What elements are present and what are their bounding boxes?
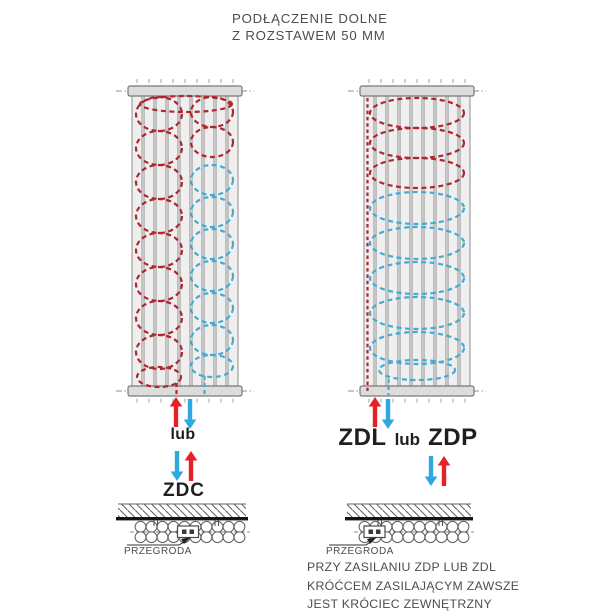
footnote-line2: KRÓĆCEM ZASILAJĄCYM ZAWSZE: [307, 578, 520, 593]
right-model-label-zdp: ZDP: [428, 424, 478, 451]
right-partition-label: PRZEGRODA: [326, 546, 394, 557]
left-model-label-zdc: ZDC: [162, 480, 206, 501]
right-alt-supply-arrow: [438, 456, 451, 486]
left-alt-supply-arrow: [185, 451, 198, 481]
right-supply-arrow: [369, 397, 382, 427]
right-alt-return-arrow: [425, 456, 438, 486]
footnote-line1: PRZY ZASILANIU ZDP LUB ZDL: [307, 560, 497, 574]
left-alt-return-arrow: [171, 451, 184, 481]
left-collector: [130, 521, 250, 543]
footnote: [307, 558, 519, 614]
left-or-label: lub: [170, 426, 196, 443]
left-partition-label: PRZEGRODA: [124, 546, 192, 557]
left-return-arrow: [184, 399, 197, 429]
right-ceiling-section: [345, 504, 473, 520]
page-title-line1: PODŁĄCZENIE DOLNE: [232, 11, 388, 26]
footnote-line3: JEST KRÓCIEC ZEWNĘTRZNY: [307, 597, 492, 611]
right-model-label-zdl: ZDL: [338, 424, 387, 451]
right-collector-partition: [364, 526, 385, 538]
left-supply-arrow: [170, 397, 183, 427]
page-title: [232, 11, 388, 44]
left-collector-partition: [178, 526, 199, 538]
left-ceiling-section: [116, 504, 248, 520]
right-model-label-group: [338, 424, 477, 452]
page-title-line2: Z ROZSTAWEM 50 MM: [232, 27, 386, 43]
right-or-label: lub: [394, 430, 421, 449]
